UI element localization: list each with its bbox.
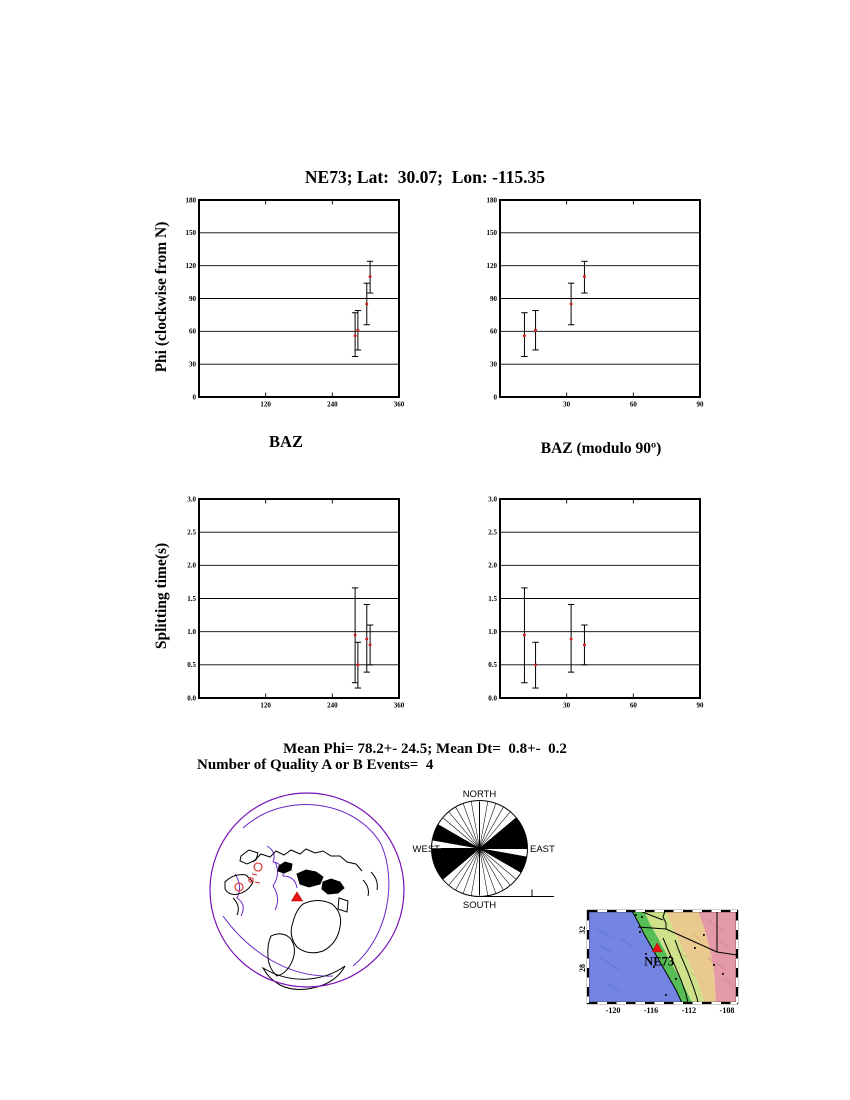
phi-vs-bazmod-chart — [476, 190, 724, 416]
svg-text:30: 30 — [563, 400, 571, 409]
svg-text:30: 30 — [490, 360, 497, 369]
svg-text:3.0: 3.0 — [187, 495, 196, 504]
svg-text:28: 28 — [578, 964, 587, 972]
fast-direction-rose — [398, 786, 563, 916]
svg-text:2.5: 2.5 — [187, 528, 196, 537]
dt-vs-baz-chart — [175, 489, 423, 717]
svg-text:0: 0 — [493, 393, 497, 402]
svg-text:2.0: 2.0 — [187, 561, 196, 570]
svg-text:2.5: 2.5 — [488, 528, 497, 537]
event-location-globe — [205, 788, 410, 993]
svg-text:180: 180 — [486, 196, 497, 205]
svg-text:1.5: 1.5 — [488, 594, 497, 603]
svg-text:60: 60 — [189, 327, 196, 336]
svg-text:1.5: 1.5 — [187, 594, 196, 603]
dt-vs-bazmod-chart — [476, 489, 724, 717]
rose-south-label: SOUTH — [462, 900, 497, 911]
station-triangle-icon — [292, 892, 303, 901]
svg-text:0: 0 — [192, 393, 196, 402]
svg-text:90: 90 — [189, 294, 196, 303]
svg-text:60: 60 — [490, 327, 497, 336]
svg-text:60: 60 — [629, 400, 637, 409]
svg-text:150: 150 — [486, 229, 497, 238]
phi-vs-baz-chart — [175, 190, 423, 416]
map-station-label: NE73 — [644, 954, 675, 969]
svg-text:120: 120 — [260, 701, 271, 710]
svg-text:90: 90 — [696, 701, 704, 710]
svg-text:-112: -112 — [681, 1006, 697, 1015]
svg-text:120: 120 — [486, 262, 497, 271]
svg-text:360: 360 — [393, 701, 405, 710]
svg-text:60: 60 — [629, 701, 637, 710]
svg-text:3.0: 3.0 — [488, 495, 497, 504]
baz-axis-label: BAZ — [269, 432, 303, 451]
svg-text:0.5: 0.5 — [488, 661, 497, 670]
plate-boundary-lines — [223, 804, 389, 976]
svg-text:-120: -120 — [605, 1006, 621, 1015]
rose-west-label: WEST — [412, 844, 440, 855]
svg-text:1.0: 1.0 — [187, 628, 196, 637]
bazmod-axis-label: BAZ (modulo 90º) — [540, 440, 662, 457]
svg-text:1.0: 1.0 — [488, 628, 497, 637]
svg-text:90: 90 — [490, 294, 497, 303]
svg-text:120: 120 — [260, 400, 271, 409]
svg-text:-116: -116 — [643, 1006, 659, 1015]
svg-text:240: 240 — [327, 400, 338, 409]
svg-text:0.0: 0.0 — [187, 694, 196, 703]
dt-axis-label: Splitting time(s) — [153, 542, 170, 650]
svg-text:150: 150 — [185, 229, 196, 238]
svg-text:360: 360 — [393, 400, 405, 409]
event-count-text: Number of Quality A or B Events= 4 — [197, 757, 434, 773]
rose-east-label: EAST — [530, 844, 555, 855]
svg-text:-108: -108 — [719, 1006, 735, 1015]
rose-north-label: NORTH — [462, 789, 497, 800]
svg-text:240: 240 — [327, 701, 338, 710]
station-location-map — [575, 908, 745, 1020]
svg-text:120: 120 — [185, 262, 196, 271]
svg-text:30: 30 — [563, 701, 571, 710]
mean-summary-text: Mean Phi= 78.2+- 24.5; Mean Dt= 0.8+- 0.2 — [283, 741, 567, 757]
phi-axis-label: Phi (clockwise from N) — [153, 221, 170, 373]
svg-text:2.0: 2.0 — [488, 561, 497, 570]
svg-text:32: 32 — [578, 926, 587, 934]
svg-text:0.0: 0.0 — [488, 694, 497, 703]
svg-text:180: 180 — [185, 196, 196, 205]
svg-text:0.5: 0.5 — [187, 661, 196, 670]
svg-text:90: 90 — [696, 400, 704, 409]
svg-text:30: 30 — [189, 360, 196, 369]
figure-title: NE73; Lat: 30.07; Lon: -115.35 — [304, 167, 546, 187]
continent-outlines — [225, 849, 377, 990]
